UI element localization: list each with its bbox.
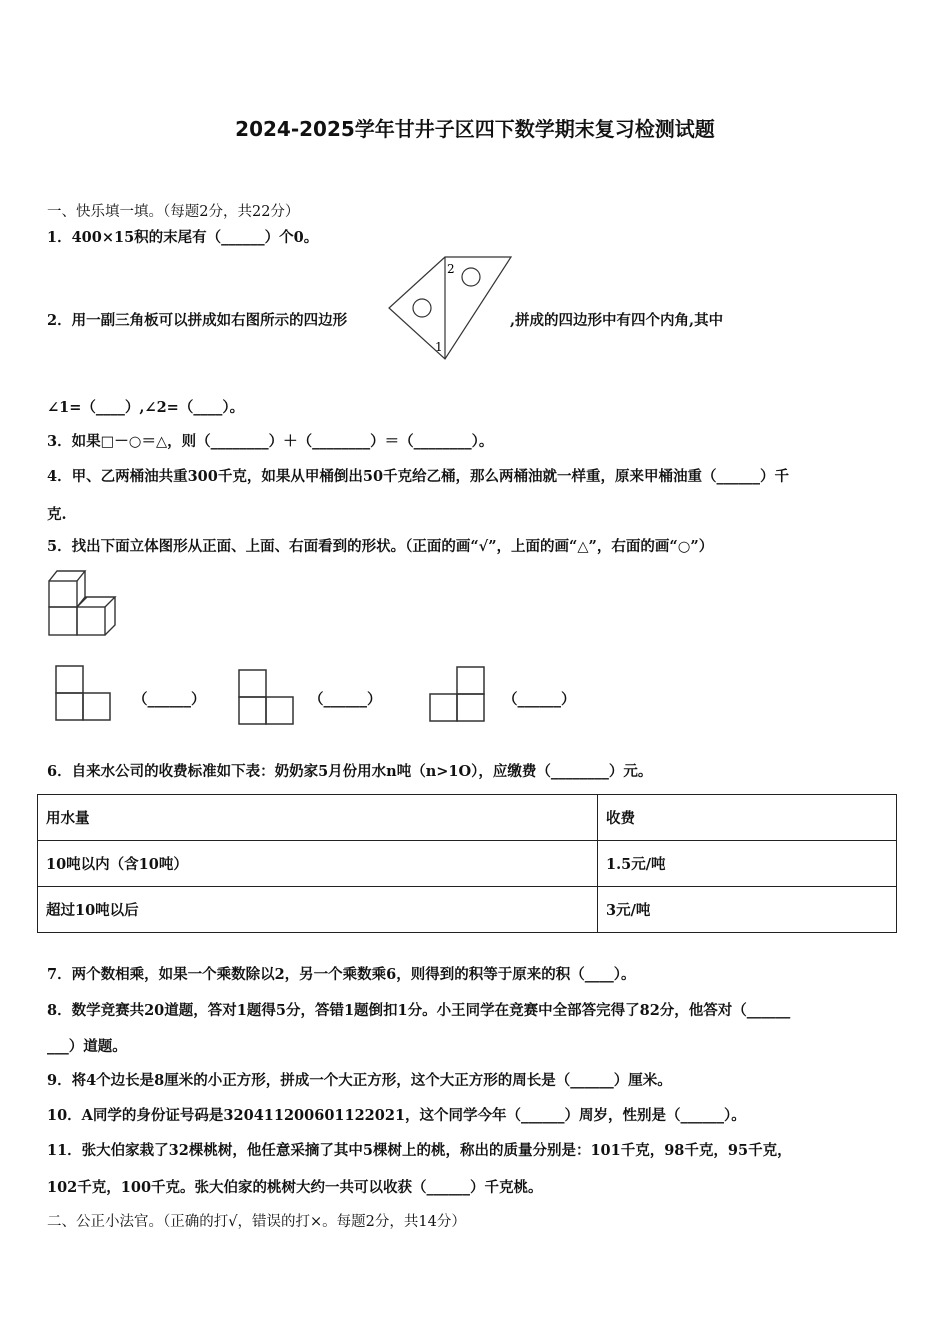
question-2-part-b: ,拼成的四边形中有四个内角,其中: [510, 312, 724, 329]
question-5: 5．找出下面立体图形从正面、上面、右面看到的形状。（正面的画“√”，上面的画“△”，右面的画“○”）: [47, 538, 714, 555]
quadrilateral-figure: [385, 255, 515, 363]
table-header-row: [38, 795, 897, 841]
table-cell: 超过10吨以后: [38, 887, 598, 933]
cube-solid-figure: [47, 567, 123, 639]
table-header-cell: 用水量: [38, 795, 598, 841]
question-6: 6．自来水公司的收费标准如下表：奶奶家5月份用水n吨（n>1O），应缴费（________）元。: [47, 763, 653, 780]
view-option-2-blank[interactable]: （______）: [309, 691, 382, 708]
table-cell: 10吨以内（含10吨）: [38, 841, 598, 887]
table-header-cell: 收费: [598, 795, 897, 841]
question-11-line-1: 11．张大伯家栽了32棵桃树，他任意采摘了其中5棵树上的桃，称出的质量分别是：101千克，98千克，95千克，: [47, 1142, 792, 1159]
question-8-line-2: ___）道题。: [47, 1038, 127, 1055]
question-9: 9．将4个边长是8厘米的小正方形，拼成一个大正方形，这个大正方形的周长是（______）厘米。: [47, 1072, 672, 1089]
question-4-line-1: 4．甲、乙两桶油共重300千克，如果从甲桶倒出50千克给乙桶，那么两桶油就一样重，原来甲桶油重（______）千: [47, 468, 790, 485]
view-option-3: [429, 666, 485, 722]
table-cell: 1.5元/吨: [598, 841, 897, 887]
section-1-heading: 一、快乐填一填。（每题2分，共22分）: [47, 204, 300, 220]
section-2-heading: 二、公正小法官。（正确的打√，错误的打×。每题2分，共14分）: [47, 1214, 466, 1230]
question-2-part-a: 2．用一副三角板可以拼成如右图所示的四边形: [47, 312, 348, 329]
angle-1-label: 1: [435, 340, 443, 354]
triangle-hole-right: [462, 268, 480, 286]
table-row: [38, 841, 897, 887]
table-row: [38, 887, 897, 933]
question-10: 10．A同学的身份证号码是320411200601122021，这个同学今年（______）周岁，性别是（______）。: [47, 1107, 746, 1124]
angle-2-label: 2: [447, 262, 455, 276]
view-option-1-blank[interactable]: （______）: [133, 691, 206, 708]
triangle-hole-left: [413, 299, 431, 317]
question-4-line-2: 克.: [47, 506, 67, 523]
question-2-part-c: ∠1=（____）,∠2=（____）。: [47, 399, 245, 416]
view-option-2: [238, 669, 294, 725]
view-option-1: [55, 665, 111, 721]
page-title: 2024-2025学年甘井子区四下数学期末复习检测试题: [235, 117, 715, 141]
water-fee-table: [37, 794, 897, 933]
table-cell: 3元/吨: [598, 887, 897, 933]
question-8-line-1: 8．数学竞赛共20道题，答对1题得5分，答错1题倒扣1分。小王同学在竞赛中全部答完得了82分，他答对（______: [47, 1002, 791, 1019]
view-option-3-blank[interactable]: （______）: [503, 691, 576, 708]
question-7: 7．两个数相乘，如果一个乘数除以2，另一个乘数乘6，则得到的积等于原来的积（____）。: [47, 966, 636, 983]
question-1: 1．400×15积的末尾有（______）个0。: [47, 229, 319, 246]
question-3: 3．如果□－○＝△，则（________）＋（________）＝（________）。: [47, 433, 494, 450]
question-11-line-2: 102千克，100千克。张大伯家的桃树大约一共可以收获（______）千克桃。: [47, 1179, 543, 1196]
